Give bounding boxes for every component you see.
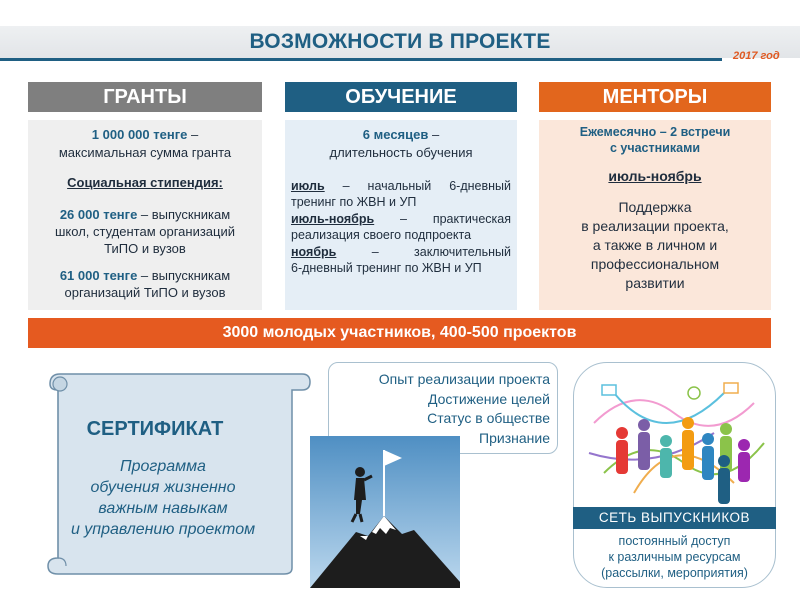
- alumni-line-3: (рассылки, мероприятия): [601, 566, 748, 580]
- mentor-support-5: развитии: [625, 275, 685, 291]
- mentor-frequency: Ежемесячно – 2 встречи: [579, 125, 731, 139]
- edu-item-3-line2: 6-дневный тренинг по ЖВН и УП: [291, 261, 482, 275]
- certificate-line-2: обучения жизненно: [90, 479, 236, 496]
- page-title: ВОЗМОЖНОСТИ В ПРОЕКТЕ: [249, 30, 551, 53]
- mountain-illustration: [310, 436, 460, 588]
- mentor-support-4: профессиональном: [590, 256, 720, 272]
- grant-amount-desc: максимальная сумма гранта: [58, 145, 232, 160]
- mentor-period: июль-ноябрь: [608, 168, 702, 184]
- duration-desc: длительность обучения: [329, 145, 473, 160]
- certificate-text: [48, 456, 278, 540]
- stipend-1-line3: ТиПО и вузов: [104, 241, 186, 256]
- grant-amount: 1 000 000 тенге –: [91, 127, 199, 142]
- alumni-network-text: [573, 533, 776, 581]
- mentor-frequency-line2: с участниками: [609, 141, 701, 155]
- alumni-line-2: к различным ресурсам: [608, 550, 741, 564]
- stipend-2-line2: организаций ТиПО и вузов: [64, 285, 226, 300]
- benefit-item: Достижение целей: [428, 390, 550, 407]
- stipend-1-line2: школ, студентам организаций: [54, 224, 235, 239]
- mentor-support-1: Поддержка: [618, 199, 692, 215]
- edu-item-3: ноябрь – заключительный: [291, 245, 511, 259]
- network-people-icon: [574, 363, 776, 513]
- duration: 6 месяцев –: [362, 127, 440, 142]
- grants-panel: [28, 120, 262, 310]
- stipend-heading: Социальная стипендия:: [67, 175, 223, 190]
- certificate-line-1: Программа: [120, 458, 206, 475]
- year-label: 2017 год: [733, 50, 780, 62]
- participants-banner: 3000 молодых участников, 400-500 проектов: [28, 318, 771, 348]
- mentor-support-3: а также в личном и: [592, 237, 718, 253]
- stipend-1: 26 000 тенге – выпускникам: [59, 207, 231, 222]
- edu-item-1: июль – начальный 6-дневный: [291, 179, 511, 193]
- edu-item-2: июль-ноябрь – практическая: [291, 212, 511, 226]
- benefit-item: Признание: [479, 429, 550, 446]
- edu-item-2-line2: реализация своего подпроекта: [291, 228, 472, 242]
- mountain-summit-icon: [310, 436, 460, 588]
- certificate-line-3: важным навыкам: [98, 500, 228, 517]
- education-panel: [285, 120, 517, 310]
- education-heading: ОБУЧЕНИЕ: [285, 82, 517, 112]
- benefit-item: Опыт реализации проекта: [378, 371, 550, 387]
- benefit-item: Статус в обществе: [427, 410, 550, 426]
- certificate-line-4: и управлению проектом: [70, 521, 256, 538]
- mentor-support-2: в реализации проекта,: [581, 218, 729, 234]
- certificate-title: СЕРТИФИКАТ: [86, 418, 224, 440]
- stipend-2: 61 000 тенге – выпускникам: [59, 268, 231, 283]
- alumni-network-label: СЕТЬ ВЫПУСКНИКОВ: [573, 507, 776, 529]
- grants-heading: ГРАНТЫ: [28, 82, 262, 112]
- mentors-panel: [539, 120, 771, 310]
- edu-item-1-line2: тренинг по ЖВН и УП: [291, 195, 417, 209]
- alumni-line-1: постоянный доступ: [618, 534, 731, 548]
- title-underline: [0, 58, 722, 61]
- mentors-heading: МЕНТОРЫ: [539, 82, 771, 112]
